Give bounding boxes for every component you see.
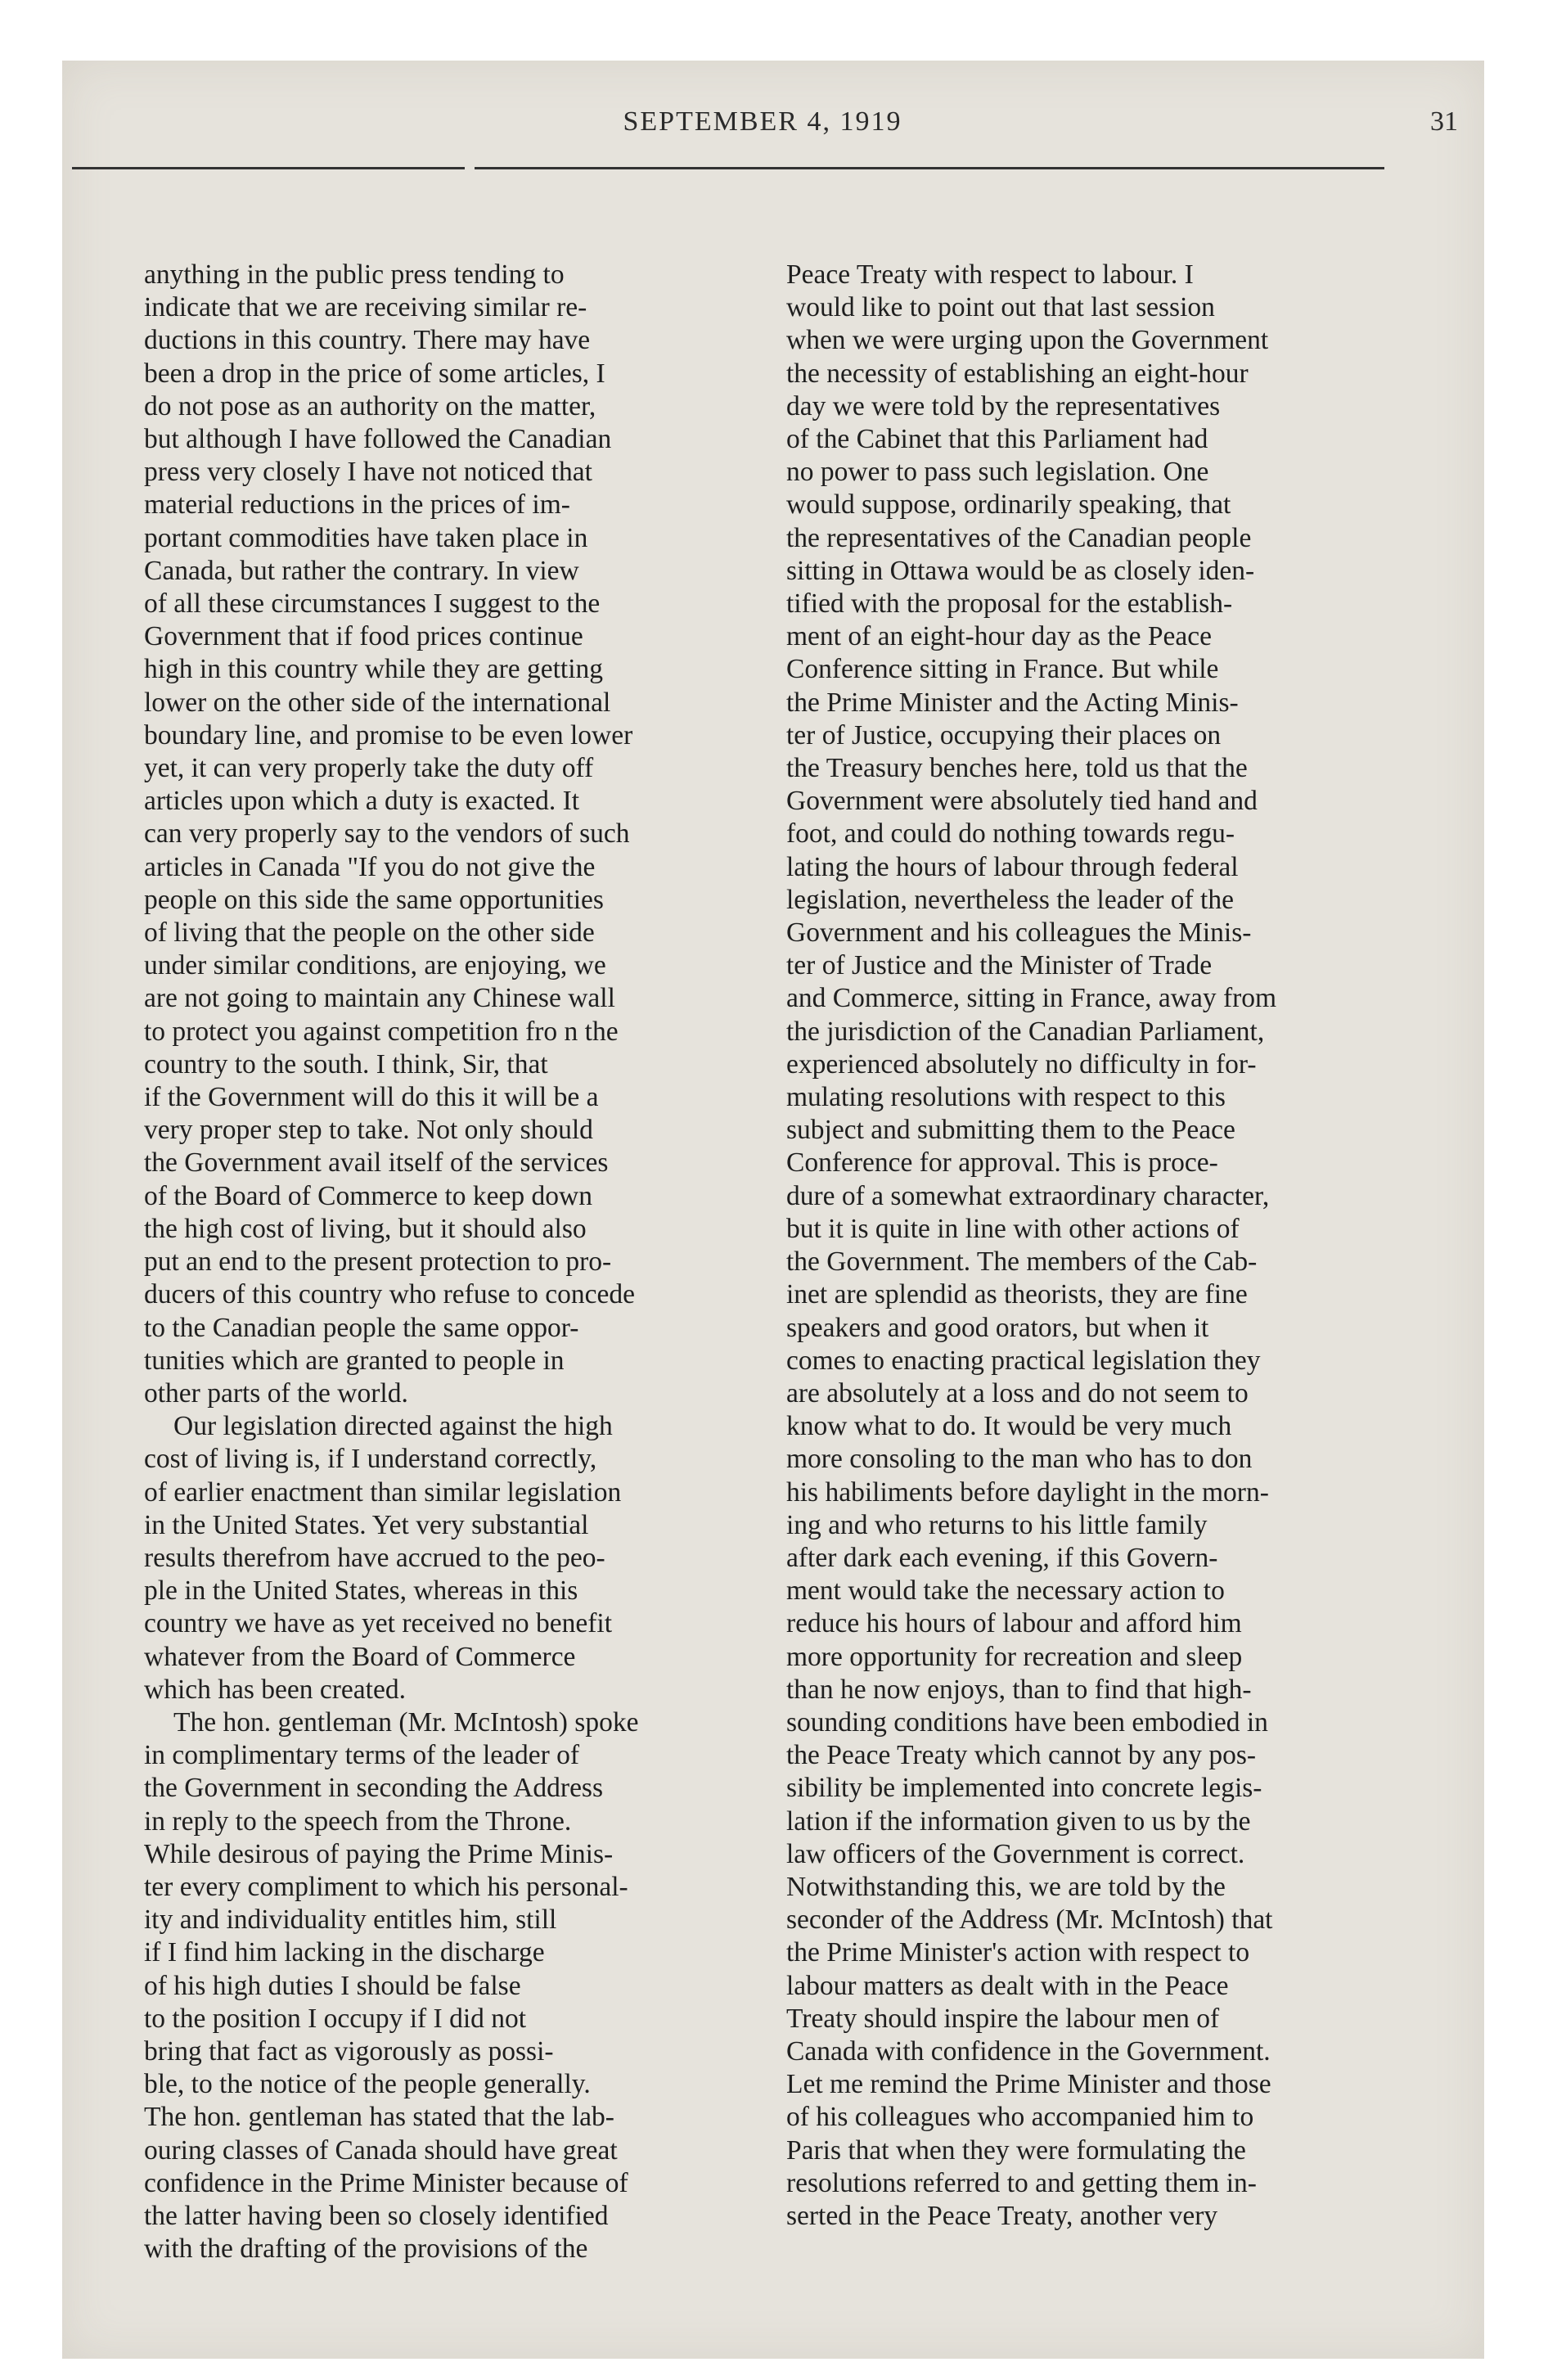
page-date: SEPTEMBER 4, 1919 [623, 106, 902, 137]
paragraph: Our legislation directed against the high cost of living is, if I understand correctly, of earlier enactment than similar legislation in the United States. Yet very substantial results therefrom have accrued to the peo- ple in the United States, whereas in this country we have as yet received no benefit whatever from the Board of Commerce which has been created. [144, 1411, 622, 1705]
right-column [786, 259, 1416, 2233]
paragraph: anything in the public press tending to indicate that we are receiving similar re- ductions in this country. There may have been a drop in the price of some articles, I do not pose as an authority on the matter, but although I have followed the Canadian press very closely I have not noticed that material reductions in the prices of im- portant commodities have taken place in Canada, but rather the contrary. In view of all these circumstances I suggest to the Government that if food prices continue high in this country while they are getting lower on the other side of the international boundary line, and promise to be even lower yet, it can very properly take the duty off articles upon which a duty is exacted. It can very properly say to the vendors of such articles in Canada "If you do not give the people on this side the same opportunities of living that the people on the other side under similar conditions, are enjoying, we are not going to maintain any Chinese wall to protect you against competition fro n the country to the south. I think, Sir, that if the Government will do this it will be a very proper step to take. Not only should the Government avail itself of the services of the Board of Commerce to keep down the high cost of living, but it should also put an end to the present protection to pro- ducers of this country who refuse to concede to the Canadian people the same oppor- tunities which are granted to people in other parts of the world. [144, 259, 636, 1409]
left-column [144, 259, 774, 2265]
header-rule-right [475, 167, 1384, 169]
header-rule-left [72, 167, 465, 169]
page-header [67, 106, 1458, 147]
paragraph: The hon. gentleman (Mr. McIntosh) spoke in complimentary terms of the leader of the Government in seconding the Address in reply to the speech from the Throne. While desirous of paying the Prime Minis- ter every compliment to which his personal- ity and individuality entitles him, still if I find him lacking in the discharge of his high duties I should be false to the position I occupy if I did not bring that fact as vigorously as possi- ble, to the notice of the people generally. The hon. gentleman has stated that the lab- ouring classes of Canada should have great confidence in the Prime Minister because of the latter having been so closely identified with the drafting of the provisions of the [144, 1706, 639, 2265]
paragraph: Peace Treaty with respect to labour. I would like to point out that last session when we were urging upon the Government the necessity of establishing an eight-hour day we were told by the representatives of the Cabinet that this Parliament had no power to pass such legislation. One would suppose, ordinarily speaking, that the representatives of the Canadian people sitting in Ottawa would be as closely iden- tified with the proposal for the establish- ment of an eight-hour day as the Peace Conference sitting in France. But while the Prime Minister and the Acting Minis- ter of Justice, occupying their places on the Treasury benches here, told us that the Government were absolutely tied hand and foot, and could do nothing towards regu- lating the hours of labour through federal legislation, nevertheless the leader of the Government and his colleagues the Minis- ter of Justice and the Minister of Trade and Commerce, sitting in France, away from the jurisdiction of the Canadian Parliament, experienced absolutely no difficulty in for- mulating resolutions with respect to this subject and submitting them to the Peace Conference for approval. This is proce- dure of a somewhat extraordinary character, but it is quite in line with other actions of the Government. The members of the Cab- inet are splendid as theorists, they are fine speakers and good orators, but when it comes to enacting practical legislation they are absolutely at a loss and do not seem to know what to do. It would be very much more consoling to the man who has to don his habiliments before daylight in the morn- ing and who returns to his little family after dark each evening, if this Govern- ment would take the necessary action to reduce his hours of labour and afford him more opportunity for recreation and sleep than he now enjoys, than to find that high- sounding conditions have been embodied in the Peace Treaty which cannot by any pos- sibility be implemented into concrete legis- lation if the information given to us by the law officers of the Government is correct. Notwithstanding this, we are told by the seconder of the Address (Mr. McIntosh) that the Prime Minister's action with respect to labour matters as dealt with in the Peace Treaty should inspire the labour men of Canada with confidence in the Government. Let me remind the Prime Minister and those of his colleagues who accompanied him to Paris that when they were formulating the resolutions referred to and getting them in- serted in the Peace Treaty, another very [786, 259, 1277, 2231]
page-number: 31 [1430, 106, 1458, 137]
